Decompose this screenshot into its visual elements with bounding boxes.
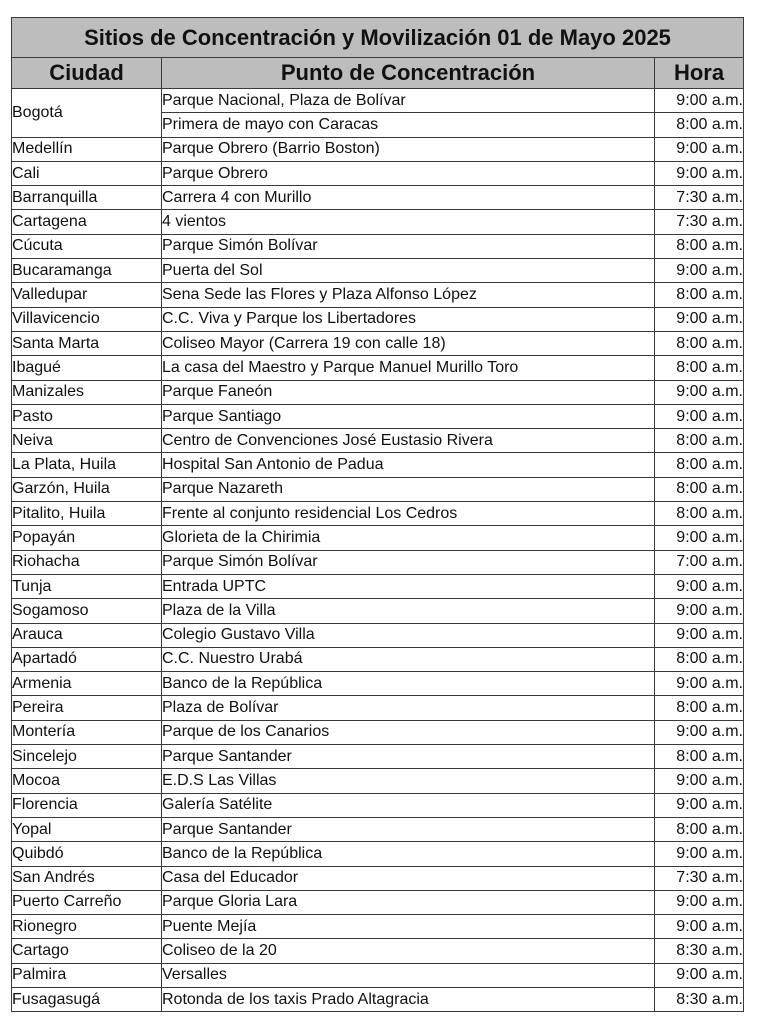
place-cell: Parque Nazareth [162, 477, 655, 501]
place-cell: Parque Simón Bolívar [162, 234, 655, 258]
city-cell: Sincelejo [12, 745, 162, 769]
city-cell: Arauca [12, 623, 162, 647]
place-cell: Centro de Convenciones José Eustasio Rivera [162, 429, 655, 453]
place-cell: Parque Santiago [162, 404, 655, 428]
place-cell: Parque Faneón [162, 380, 655, 404]
city-cell: Santa Marta [12, 331, 162, 355]
title-row [12, 18, 744, 58]
time-cell: 8:00 a.m. [655, 429, 744, 453]
time-cell: 9:00 a.m. [655, 890, 744, 914]
city-cell: Pereira [12, 696, 162, 720]
city-cell: Puerto Carreño [12, 890, 162, 914]
time-cell: 8:00 a.m. [655, 331, 744, 355]
place-cell: E.D.S Las Villas [162, 769, 655, 793]
place-cell: Banco de la República [162, 842, 655, 866]
table-row [12, 137, 744, 161]
time-cell: 9:00 a.m. [655, 380, 744, 404]
city-cell: Fusagasugá [12, 987, 162, 1011]
place-cell: Galería Satélite [162, 793, 655, 817]
time-cell: 9:00 a.m. [655, 161, 744, 185]
time-cell: 7:30 a.m. [655, 186, 744, 210]
table-row [12, 380, 744, 404]
time-cell: 9:00 a.m. [655, 574, 744, 598]
city-cell: Apartadó [12, 647, 162, 671]
place-cell: Entrada UPTC [162, 574, 655, 598]
time-cell: 8:00 a.m. [655, 696, 744, 720]
table-row [12, 453, 744, 477]
table-row [12, 356, 744, 380]
city-cell: Garzón, Huila [12, 477, 162, 501]
place-cell: Banco de la República [162, 672, 655, 696]
city-cell: San Andrés [12, 866, 162, 890]
time-cell: 9:00 a.m. [655, 963, 744, 987]
place-cell: Plaza de Bolívar [162, 696, 655, 720]
table-row [12, 307, 744, 331]
table-row [12, 186, 744, 210]
time-cell: 9:00 a.m. [655, 89, 744, 113]
place-cell: C.C. Viva y Parque los Libertadores [162, 307, 655, 331]
time-cell: 8:00 a.m. [655, 647, 744, 671]
time-cell: 8:00 a.m. [655, 477, 744, 501]
schedule-table [11, 17, 744, 1012]
table-row [12, 769, 744, 793]
time-cell: 9:00 a.m. [655, 307, 744, 331]
column-header-time: Hora [655, 58, 744, 89]
time-cell: 8:00 a.m. [655, 234, 744, 258]
place-cell: Parque Obrero [162, 161, 655, 185]
time-cell: 8:00 a.m. [655, 113, 744, 137]
time-cell: 9:00 a.m. [655, 599, 744, 623]
table-row [12, 502, 744, 526]
place-cell: Coliseo de la 20 [162, 939, 655, 963]
time-cell: 9:00 a.m. [655, 720, 744, 744]
city-cell: Florencia [12, 793, 162, 817]
city-cell: Pasto [12, 404, 162, 428]
time-cell: 8:00 a.m. [655, 745, 744, 769]
place-cell: Casa del Educador [162, 866, 655, 890]
place-cell: Puerta del Sol [162, 259, 655, 283]
table-row [12, 939, 744, 963]
city-cell: Cartagena [12, 210, 162, 234]
table-row [12, 331, 744, 355]
place-cell: Parque Nacional, Plaza de Bolívar [162, 89, 655, 113]
time-cell: 9:00 a.m. [655, 404, 744, 428]
city-cell: Montería [12, 720, 162, 744]
city-cell: Armenia [12, 672, 162, 696]
city-cell: Cartago [12, 939, 162, 963]
table-row [12, 550, 744, 574]
time-cell: 9:00 a.m. [655, 526, 744, 550]
place-cell: Puente Mejía [162, 915, 655, 939]
place-cell: Parque Simón Bolívar [162, 550, 655, 574]
city-cell: Rionegro [12, 915, 162, 939]
time-cell: 8:00 a.m. [655, 502, 744, 526]
table-row [12, 963, 744, 987]
time-cell: 9:00 a.m. [655, 915, 744, 939]
table-row [12, 987, 744, 1011]
place-cell: 4 vientos [162, 210, 655, 234]
place-cell: Primera de mayo con Caracas [162, 113, 655, 137]
table-row [12, 259, 744, 283]
city-cell: Cali [12, 161, 162, 185]
table-row [12, 599, 744, 623]
place-cell: Hospital San Antonio de Padua [162, 453, 655, 477]
city-cell: Bogotá [12, 89, 162, 138]
table-row [12, 842, 744, 866]
table-row [12, 574, 744, 598]
time-cell: 9:00 a.m. [655, 793, 744, 817]
table-row [12, 429, 744, 453]
place-cell: Frente al conjunto residencial Los Cedros [162, 502, 655, 526]
city-cell: Bucaramanga [12, 259, 162, 283]
place-cell: Parque Obrero (Barrio Boston) [162, 137, 655, 161]
schedule-body [12, 89, 744, 1012]
city-cell: Pitalito, Huila [12, 502, 162, 526]
place-cell: C.C. Nuestro Urabá [162, 647, 655, 671]
table-row [12, 817, 744, 841]
city-cell: Medellín [12, 137, 162, 161]
time-cell: 9:00 a.m. [655, 259, 744, 283]
table-row [12, 720, 744, 744]
place-cell: Coliseo Mayor (Carrera 19 con calle 18) [162, 331, 655, 355]
place-cell: La casa del Maestro y Parque Manuel Murillo Toro [162, 356, 655, 380]
time-cell: 8:00 a.m. [655, 283, 744, 307]
table-row [12, 89, 744, 113]
city-cell: Quibdó [12, 842, 162, 866]
city-cell: Neiva [12, 429, 162, 453]
table-title: Sitios de Concentración y Movilización 01 de Mayo 2025 [12, 18, 744, 58]
table-row [12, 623, 744, 647]
city-cell: Villavicencio [12, 307, 162, 331]
place-cell: Glorieta de la Chirimia [162, 526, 655, 550]
place-cell: Parque Gloria Lara [162, 890, 655, 914]
city-cell: La Plata, Huila [12, 453, 162, 477]
time-cell: 7:30 a.m. [655, 866, 744, 890]
place-cell: Carrera 4 con Murillo [162, 186, 655, 210]
place-cell: Parque de los Canarios [162, 720, 655, 744]
header-row [12, 58, 744, 89]
city-cell: Sogamoso [12, 599, 162, 623]
table-row [12, 890, 744, 914]
time-cell: 9:00 a.m. [655, 623, 744, 647]
table-row [12, 793, 744, 817]
table-row [12, 672, 744, 696]
time-cell: 9:00 a.m. [655, 137, 744, 161]
place-cell: Plaza de la Villa [162, 599, 655, 623]
column-header-city: Ciudad [12, 58, 162, 89]
place-cell: Versalles [162, 963, 655, 987]
city-cell: Yopal [12, 817, 162, 841]
place-cell: Rotonda de los taxis Prado Altagracia [162, 987, 655, 1011]
place-cell: Parque Santander [162, 745, 655, 769]
city-cell: Palmira [12, 963, 162, 987]
table-row [12, 526, 744, 550]
city-cell: Riohacha [12, 550, 162, 574]
column-header-place: Punto de Concentración [162, 58, 655, 89]
table-row [12, 866, 744, 890]
city-cell: Ibagué [12, 356, 162, 380]
city-cell: Barranquilla [12, 186, 162, 210]
city-cell: Valledupar [12, 283, 162, 307]
time-cell: 8:30 a.m. [655, 987, 744, 1011]
table-row [12, 161, 744, 185]
table-row [12, 745, 744, 769]
place-cell: Parque Santander [162, 817, 655, 841]
table-row [12, 234, 744, 258]
time-cell: 9:00 a.m. [655, 672, 744, 696]
time-cell: 7:30 a.m. [655, 210, 744, 234]
city-cell: Mocoa [12, 769, 162, 793]
city-cell: Manizales [12, 380, 162, 404]
table-row [12, 647, 744, 671]
table-row [12, 696, 744, 720]
table-row [12, 477, 744, 501]
time-cell: 7:00 a.m. [655, 550, 744, 574]
place-cell: Sena Sede las Flores y Plaza Alfonso López [162, 283, 655, 307]
table-row [12, 915, 744, 939]
city-cell: Cúcuta [12, 234, 162, 258]
city-cell: Tunja [12, 574, 162, 598]
time-cell: 8:30 a.m. [655, 939, 744, 963]
time-cell: 9:00 a.m. [655, 769, 744, 793]
table-row [12, 283, 744, 307]
table-row [12, 404, 744, 428]
time-cell: 8:00 a.m. [655, 356, 744, 380]
city-cell: Popayán [12, 526, 162, 550]
time-cell: 9:00 a.m. [655, 842, 744, 866]
place-cell: Colegio Gustavo Villa [162, 623, 655, 647]
table-row [12, 210, 744, 234]
time-cell: 8:00 a.m. [655, 817, 744, 841]
time-cell: 8:00 a.m. [655, 453, 744, 477]
